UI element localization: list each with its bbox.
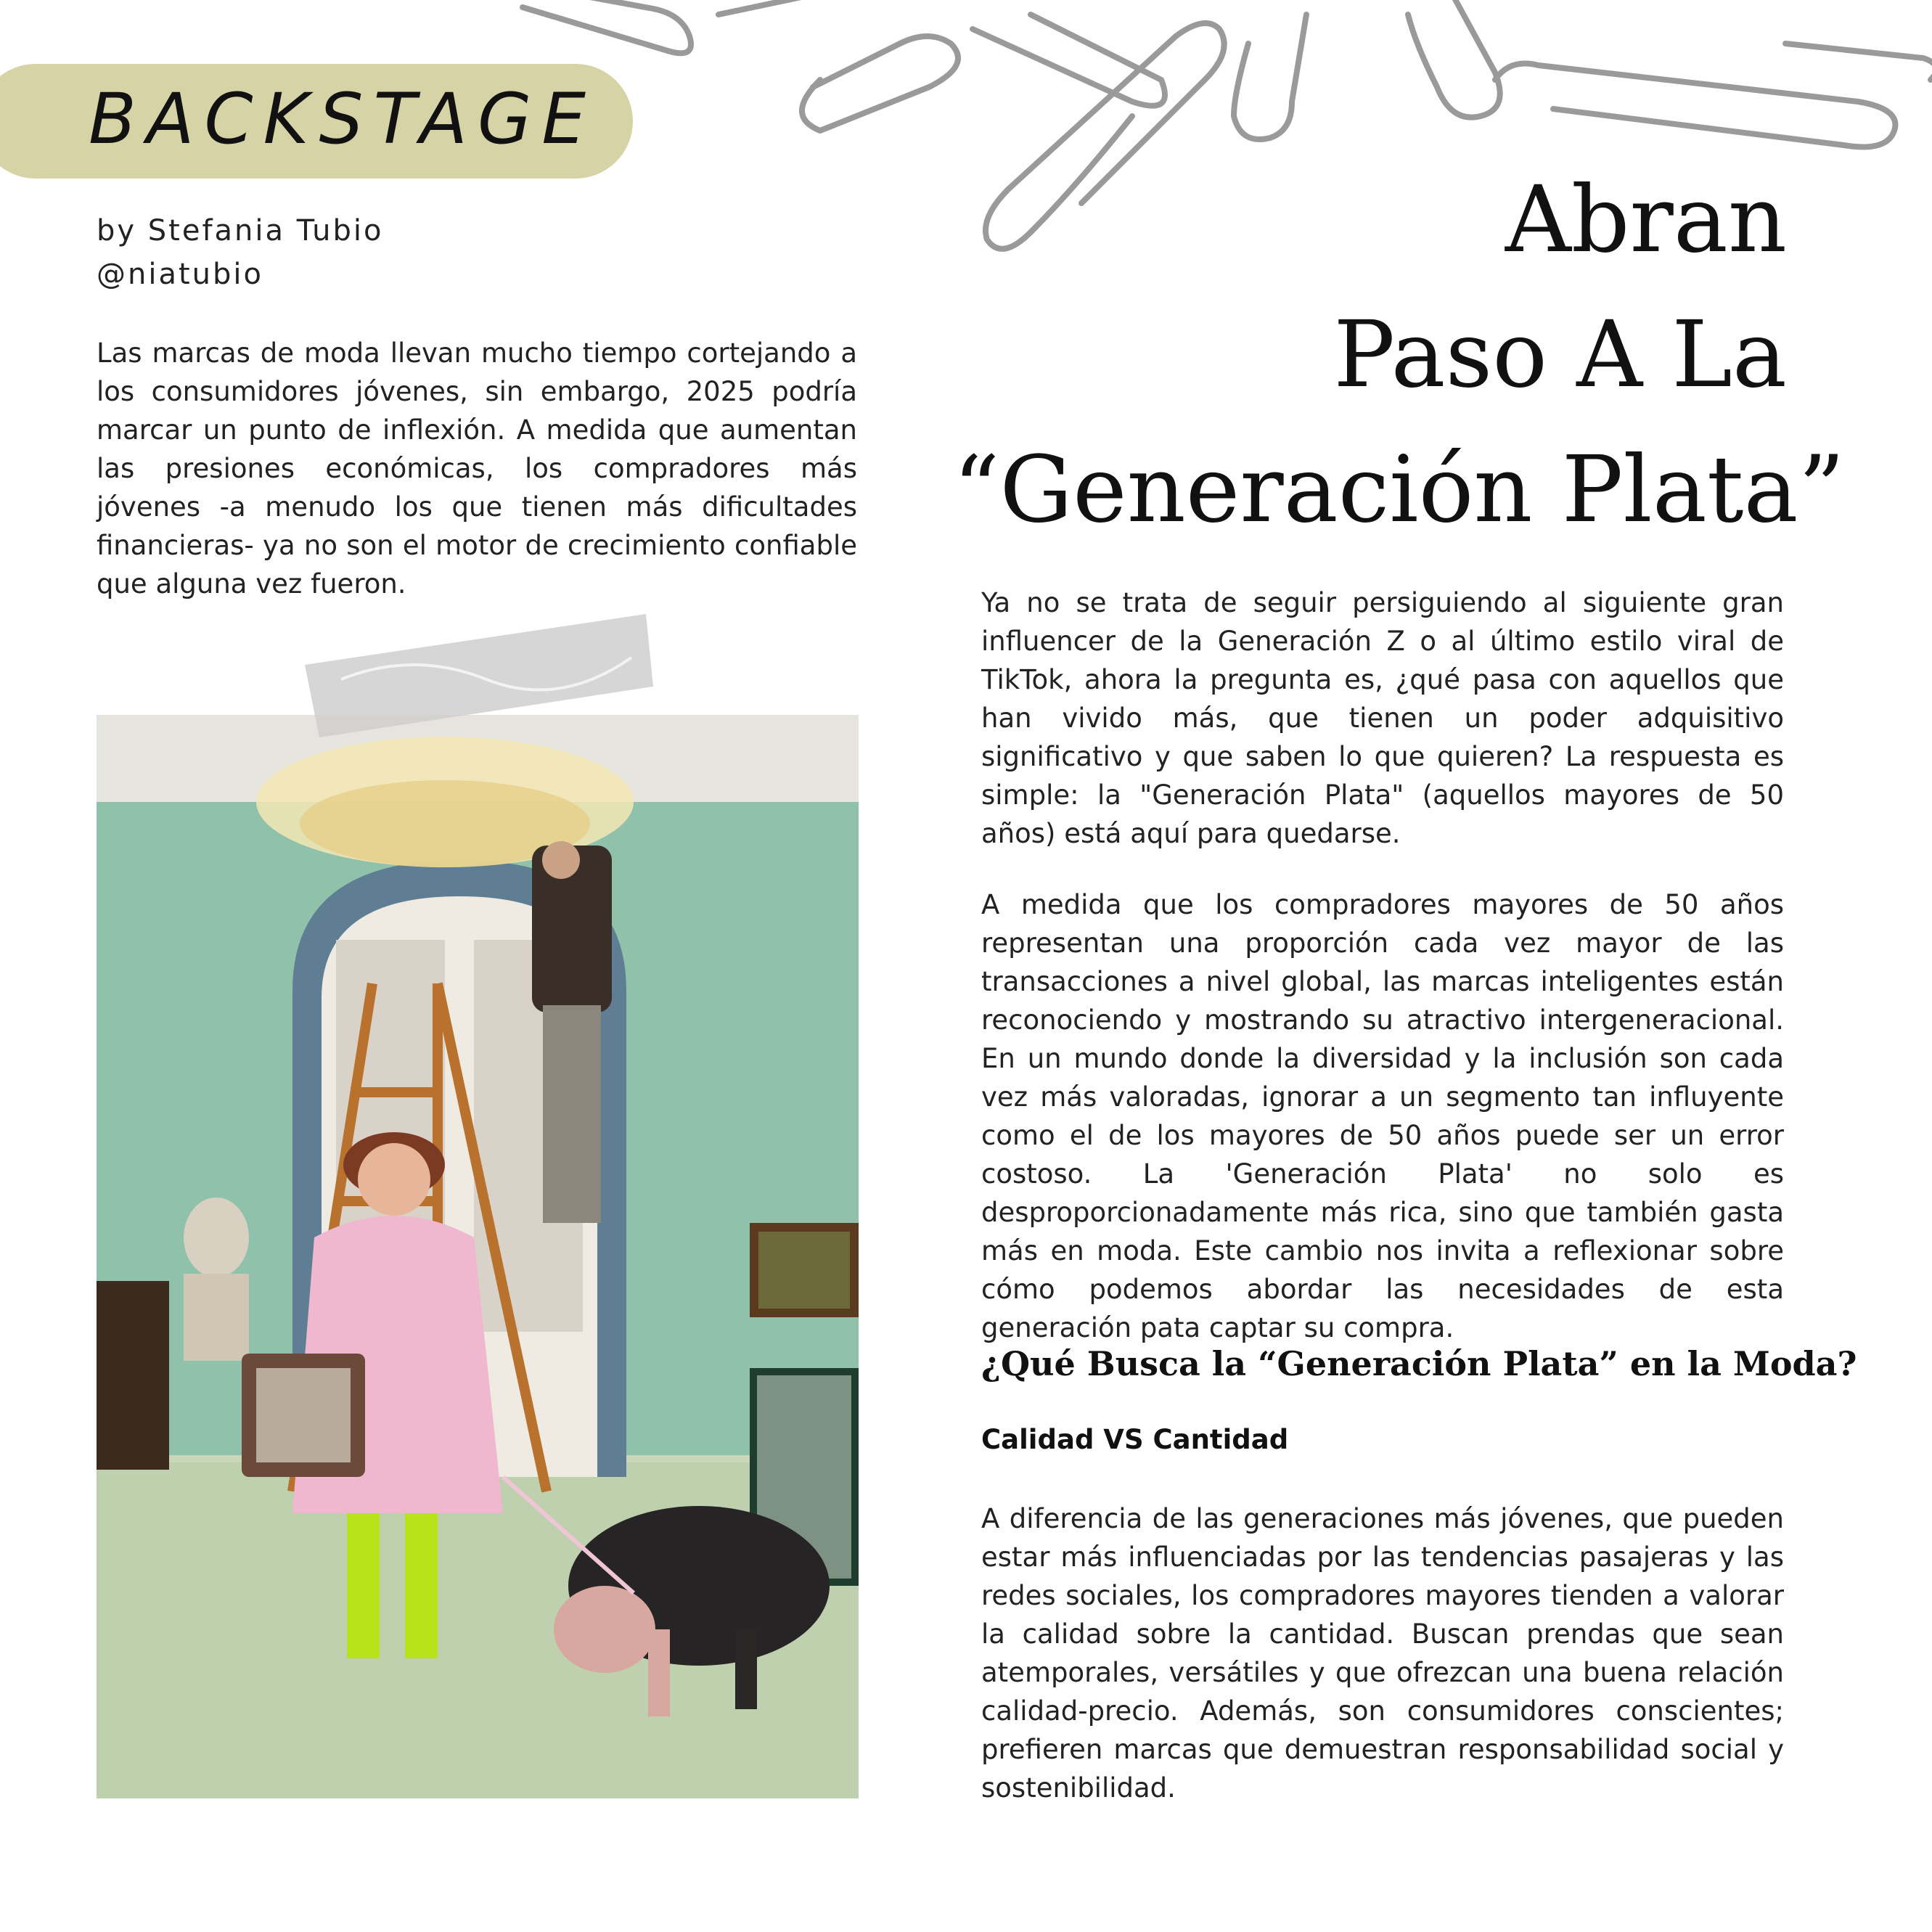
headline	[953, 152, 1845, 557]
headline-line-1: Abran	[1505, 166, 1787, 273]
body-paragraph-3: A diferencia de las generaciones más jóvenes, que pueden estar más influenciadas por las tendencias pasajeras y las redes sociales, los compradores mayores tienden a valorar la calidad sobre la cantidad. Buscan prendas que sean atemporales, versátiles y que ofrezcan una buena relación calidad-precio. Además, son consumidores conscientes; prefieren marcas que demuestran responsabilidad social y sostenibilidad.	[981, 1503, 1784, 1804]
subsection-title: Calidad VS Cantidad	[981, 1424, 1289, 1455]
tape-strip	[298, 599, 660, 745]
byline	[97, 209, 383, 296]
headline-line-3: “Generación Plata”	[953, 436, 1845, 543]
intro-paragraph: Las marcas de moda llevan mucho tiempo cortejando a los consumidores jóvenes, sin embargo, 2025 podría marcar un punto de inflexión. A medida que aumentan las presiones económicas, los compradores más jóvenes -a menudo los que tienen más dificultades financieras- ya no son el motor de crecimiento confiable que alguna vez fueron.	[97, 337, 857, 599]
editorial-photo	[97, 715, 859, 1798]
author-name: by Stefania Tubio	[97, 214, 384, 247]
body-paragraph-2: A medida que los compradores mayores de 50 años representan una proporción cada vez mayor de las transacciones a nivel global, las marcas inteligentes están reconociendo y mostrando su atractivo intergeneracional. En un mundo donde la diversidad y la inclusión son cada vez más valoradas, ignorar a un segmento tan influyente como el de los mayores de 50 años puede ser un error costoso. La 'Generación Plata' no solo es desproporcionadamente más rica, sino que también gasta más en moda. Este cambio nos invita a reflexionar sobre cómo podemos abordar las necesidades de esta generación pata captar su compra.	[981, 889, 1784, 1343]
body-paragraph-1: Ya no se trata de seguir persiguiendo al siguiente gran influencer de la Generación Z o al último estilo viral de TikTok, ahora la pregunta es, ¿qué pasa con aquellos que han vivido más, que tienen un poder adquisitivo significativo y que saben lo que quieren? La respuesta es simple: la "Generación Plata" (aquellos mayores de 50 años) está aquí para quedarse.	[981, 587, 1784, 849]
section-label: BACKSTAGE	[89, 78, 596, 160]
subheading: ¿Qué Busca la “Generación Plata” en la Moda?	[981, 1344, 1857, 1383]
author-handle: @niatubio	[97, 258, 263, 291]
headline-line-2: Paso A La	[1333, 301, 1787, 408]
